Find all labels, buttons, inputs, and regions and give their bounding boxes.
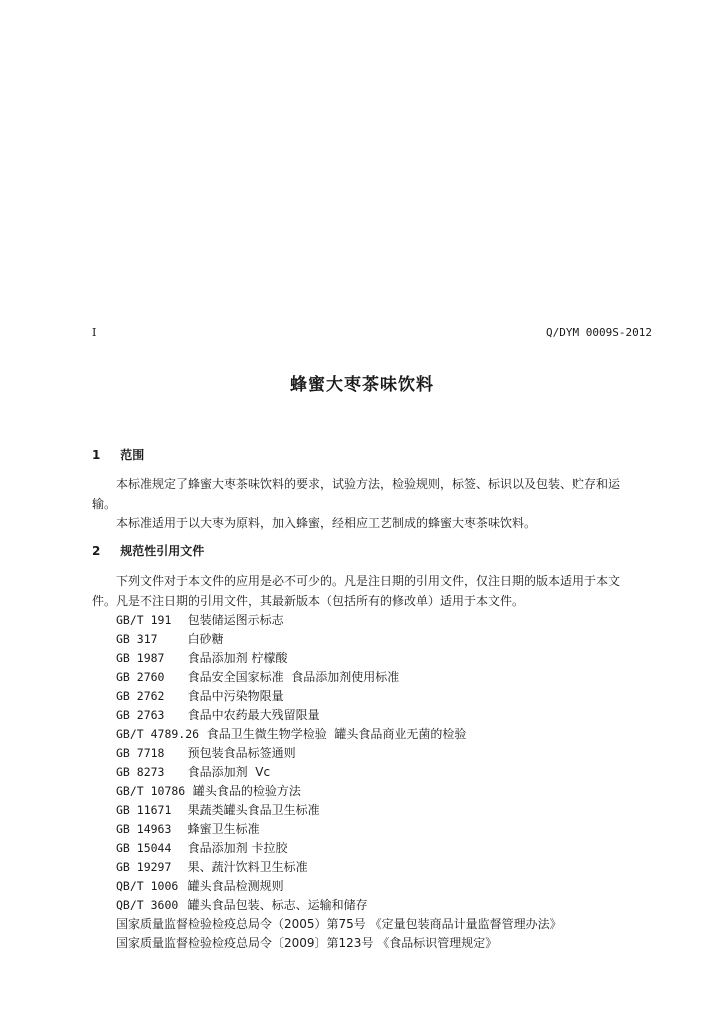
page-header	[92, 326, 652, 342]
reference-code: GB 8273	[116, 765, 165, 779]
reference-title: 白砂糖	[187, 632, 224, 646]
scope-paragraph-1-line-1: 本标准规定了蜂蜜大枣茶味饮料的要求，试验方法，检验规则，标签、标识以及包装、贮存和运	[116, 477, 621, 491]
reference-code: GB 2760	[116, 670, 165, 684]
reference-item	[116, 839, 562, 858]
document-title: 蜂蜜大枣茶味饮料	[290, 375, 434, 395]
reference-title: 蜂蜜卫生标准	[187, 822, 260, 836]
standard-code: Q/DYM 0009S-2012	[546, 326, 652, 339]
scope-paragraph-2-line: 本标准适用于以大枣为原料，加入蜂蜜，经相应工艺制成的蜂蜜大枣茶味饮料。	[116, 516, 537, 530]
reference-item	[116, 858, 562, 877]
reference-code: GB 7718	[116, 746, 165, 760]
normative-intro-paragraph	[92, 571, 654, 611]
reference-code: GB/T 191	[116, 613, 172, 627]
reference-code: GB 19297	[116, 860, 172, 874]
reference-title: 包装储运图示标志	[187, 613, 284, 627]
section-heading-normative-references	[92, 542, 204, 559]
reference-item	[116, 630, 562, 649]
reference-item	[116, 706, 562, 725]
scope-paragraph-2	[92, 513, 654, 533]
reference-title: 食品中污染物限量	[187, 689, 284, 703]
section-heading-scope	[92, 446, 144, 463]
reference-title: 食品添加剂 Vc	[187, 765, 271, 779]
section-title: 范围	[120, 448, 145, 462]
reference-code: GB 1987	[116, 651, 165, 665]
reference-item	[116, 782, 562, 801]
reference-title: 果蔬类罐头食品卫生标准	[187, 803, 320, 817]
reference-title: 食品卫生微生物学检验 罐头食品商业无菌的检验	[206, 727, 467, 741]
reference-code: GB 2762	[116, 689, 165, 703]
reference-item	[116, 801, 562, 820]
reference-title: 食品添加剂 柠檬酸	[187, 651, 288, 665]
reference-item	[116, 649, 562, 668]
reference-code: GB 14963	[116, 822, 172, 836]
reference-code: GB 2763	[116, 708, 165, 722]
reference-item	[116, 611, 562, 630]
reference-title: 果、蔬汁饮料卫生标准	[187, 860, 308, 874]
reference-title: 罐头食品检测规则	[187, 879, 284, 893]
regulation-item: 国家质量监督检验检疫总局令（2005）第75号 《定量包装商品计量监督管理办法》	[116, 917, 562, 931]
normative-intro-line-1: 下列文件对于本文件的应用是必不可少的。凡是注日期的引用文件，仅注日期的版本适用于本文	[116, 574, 621, 588]
reference-title: 食品中农药最大残留限量	[187, 708, 320, 722]
regulation-item: 国家质量监督检验检疫总局令〔2009〕第123号 《食品标识管理规定》	[116, 936, 498, 950]
reference-code: GB 11671	[116, 803, 172, 817]
reference-title: 罐头食品包装、标志、运输和储存	[187, 898, 368, 912]
reference-code: GB 317	[116, 632, 158, 646]
reference-title: 罐头食品的检验方法	[192, 784, 301, 798]
section-number: 1	[92, 448, 101, 462]
reference-item	[116, 763, 562, 782]
reference-title: 食品安全国家标准 食品添加剂使用标准	[187, 670, 400, 684]
reference-code: GB/T 10786	[116, 784, 186, 798]
reference-item	[116, 725, 562, 744]
reference-item	[116, 896, 562, 915]
reference-code: QB/T 3600	[116, 898, 179, 912]
scope-paragraph-1-line-2: 输。	[92, 497, 117, 511]
reference-item	[116, 668, 562, 687]
section-number: 2	[92, 544, 101, 558]
reference-item	[116, 877, 562, 896]
reference-title: 食品添加剂 卡拉胶	[187, 841, 288, 855]
reference-code: GB/T 4789.26	[116, 727, 200, 741]
reference-list	[116, 611, 562, 953]
reference-code: QB/T 1006	[116, 879, 179, 893]
reference-item	[116, 687, 562, 706]
page-number: I	[92, 326, 97, 339]
reference-code: GB 15044	[116, 841, 172, 855]
section-title: 规范性引用文件	[120, 544, 205, 558]
reference-item	[116, 820, 562, 839]
reference-title: 预包装食品标签通则	[187, 746, 296, 760]
reference-item	[116, 744, 562, 763]
scope-paragraph-1	[92, 474, 654, 514]
normative-intro-line-2: 件。凡是不注日期的引用文件，其最新版本（包括所有的修改单）适用于本文件。	[92, 594, 525, 608]
